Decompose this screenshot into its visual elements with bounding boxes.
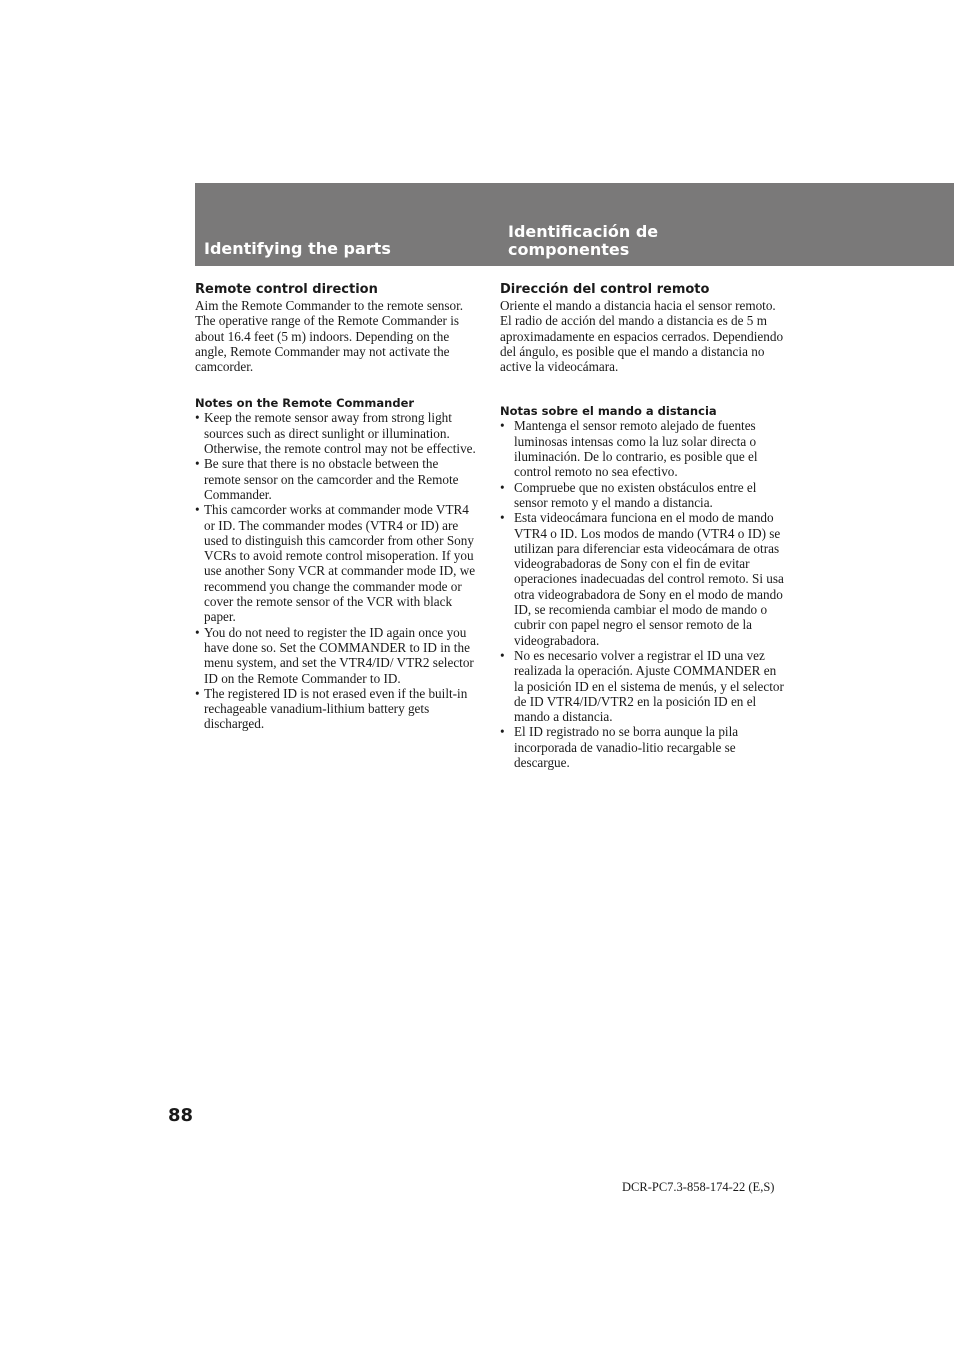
- note-text: No es necesario volver a registrar el ID una vez realizada la operación. Ajuste COMMANDER en la posición ID en el sistema de menús, y el selector de ID VTR4/ID/VTR2 en la posición ID en el mando a distancia.: [514, 647, 784, 725]
- page-title-english: Identifying the parts: [204, 239, 391, 258]
- note-item: [195, 502, 477, 624]
- bullet-icon: •: [195, 456, 200, 472]
- note-item: [195, 410, 477, 456]
- note-text: Esta videocámara funciona en el modo de mando VTR4 o ID. Los modos de mando (VTR4 o ID) se utilizan para diferenciar esta videocámara de otras videograbadoras de Sony con el fin de evitar operaciones inadecuadas del control remoto. Si usa otra videograbadora de Sony en el modo de mando ID, se recomienda cambiar el modo de mando o cubrir con papel negro el sensor remoto de la videograbadora.: [514, 510, 784, 648]
- note-item: [195, 625, 477, 686]
- notes-list: [500, 418, 785, 770]
- spanish-column: [500, 282, 785, 770]
- note-item: [500, 418, 785, 479]
- note-text: Keep the remote sensor away from strong light sources such as direct sunlight or illumination. Otherwise, the remote control may not be effective.: [204, 410, 476, 457]
- note-text: Compruebe que no existen obstáculos entre el sensor remoto y el mando a distancia.: [514, 479, 757, 510]
- bullet-icon: •: [500, 647, 505, 663]
- section-heading: Remote control direction: [195, 282, 378, 297]
- notes-heading: Notas sobre el mando a distancia: [500, 404, 717, 419]
- note-item: [195, 686, 477, 732]
- bullet-icon: •: [195, 502, 200, 518]
- page-title-spanish: Identificación de componentes: [508, 222, 659, 259]
- section-heading: Dirección del control remoto: [500, 282, 710, 297]
- page-number: 88: [168, 1105, 194, 1126]
- notes-heading: Notes on the Remote Commander: [195, 396, 415, 411]
- note-text: You do not need to register the ID again once you have done so. Set the COMMANDER to ID in the menu system, and set the VTR4/ID/ VTR2 selector ID on the Remote Commander to ID.: [204, 624, 474, 686]
- paragraph: Aim the Remote Commander to the remote sensor.: [195, 298, 464, 313]
- note-text: El ID registrado no se borra aunque la pila incorporada de vanadio-litio recargable se descargue.: [514, 724, 739, 771]
- bullet-icon: •: [195, 685, 200, 701]
- notes-list: [195, 410, 477, 731]
- note-item: [500, 480, 785, 511]
- english-column: [195, 282, 477, 732]
- bullet-icon: •: [500, 510, 505, 526]
- bullet-icon: •: [195, 624, 200, 640]
- note-item: [500, 724, 785, 770]
- note-text: Mantenga el sensor remoto alejado de fuentes luminosas intensas como la luz solar directa o iluminación. De lo contrario, es posible que el control remoto no sea efectivo.: [514, 418, 758, 480]
- bullet-icon: •: [500, 724, 505, 740]
- note-item: [195, 456, 477, 502]
- paragraph: Oriente el mando a distancia hacia el sensor remoto.: [500, 298, 776, 313]
- note-text: The registered ID is not erased even if the built-in rechageable vanadium-lithium battery gets discharged.: [204, 685, 468, 732]
- paragraph: The operative range of the Remote Commander is about 16.4 feet (5 m) indoors. Depending on the angle, Remote Commander may not activate the camcorder.: [195, 313, 460, 375]
- note-text: This camcorder works at commander mode VTR4 or ID. The commander modes (VTR4 or ID) are used to distinguish this camcorder from other Sony VCRs to avoid remote control misoperation. If you use another Sony VCR at commander mode ID, we recommend you change the commander mode or cover the remote sensor of the VCR with black paper.: [204, 502, 476, 625]
- footer-code: DCR-PC7.3-858-174-22 (E,S): [622, 1180, 775, 1194]
- bullet-icon: •: [195, 410, 200, 426]
- note-item: [500, 510, 785, 648]
- bullet-icon: •: [500, 479, 505, 495]
- paragraph: El radio de acción del mando a distancia es de 5 m aproximadamente en espacios cerrados. Dependiendo del ángulo, es posible que el mando a distancia no active la videocámara.: [500, 313, 784, 375]
- note-text: Be sure that there is no obstacle between the remote sensor on the camcorder and the Remote Commander.: [204, 456, 459, 502]
- note-item: [500, 648, 785, 724]
- bullet-icon: •: [500, 418, 505, 434]
